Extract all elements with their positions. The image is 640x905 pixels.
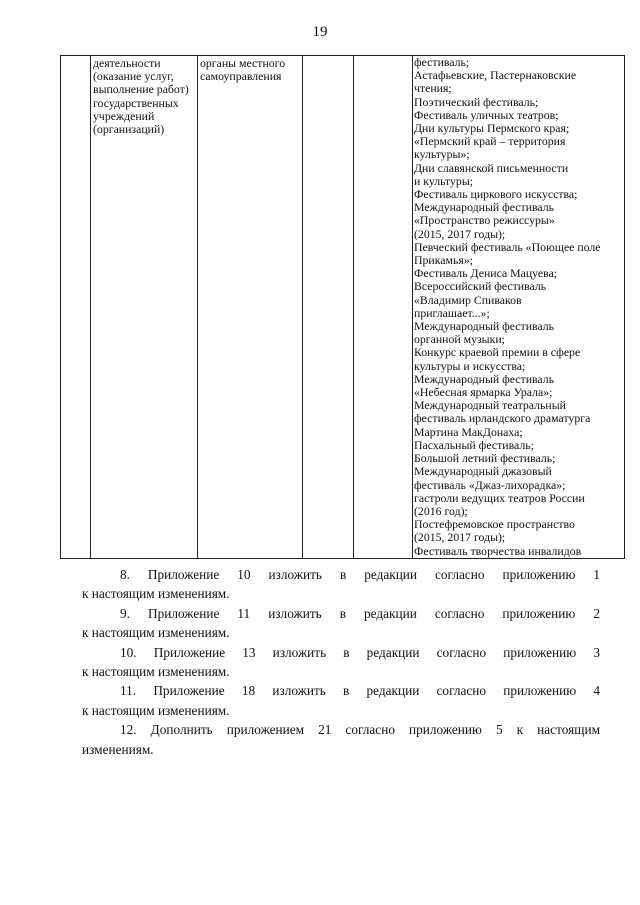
event-line: (2015, 2017 годы); (414, 530, 506, 545)
table-cell-events (413, 56, 625, 559)
continuation-table (60, 55, 625, 559)
event-line: Международный фестиваль (414, 200, 555, 215)
paragraph-line: к настоящим изменениям. (82, 664, 230, 680)
authority-line: органы местного (200, 56, 286, 70)
event-line: чтения; (414, 81, 452, 96)
authority-line: самоуправления (200, 69, 282, 84)
event-line: Астафьевские, Пастернаковские (414, 68, 577, 83)
event-line: гастроли ведущих театров России (414, 490, 585, 505)
table-cell-authority (198, 56, 303, 559)
event-line: Мартина МакДонаха; (414, 424, 523, 439)
event-line: и культуры; (414, 173, 474, 188)
activity-line: учреждений (93, 108, 155, 123)
event-line: Международный фестиваль (414, 319, 555, 334)
table-cell-activity (91, 56, 198, 559)
table-row (61, 56, 625, 559)
event-line: Дни славянской письменности (414, 160, 569, 175)
activity-line: (организаций) (93, 122, 165, 137)
event-line: Международный театральный (414, 398, 566, 413)
paragraph-line: 10. Приложение 13 изложить в редакции согласно приложению 3 (120, 644, 600, 660)
activity-line: государственных (93, 95, 179, 110)
event-line: Дни культуры Пермского края; (414, 121, 570, 136)
authority-text (198, 56, 302, 83)
event-line: Конкурс краевой премии в сфере (414, 345, 581, 360)
event-line: Фестиваль циркового искусства; (414, 187, 578, 202)
paragraph-line: изменениям. (82, 741, 154, 757)
event-line: Фестиваль творчества инвалидов (414, 543, 582, 558)
paragraph-line: 9. Приложение 11 изложить в редакции согласно приложению 2 (120, 605, 600, 621)
paragraph-line: 12. Дополнить приложением 21 согласно приложению 5 к настоящим (120, 722, 600, 738)
table-cell-empty-a (303, 56, 354, 559)
event-line: «Небесная ярмарка Урала»; (414, 385, 553, 400)
table-cell-empty-b (354, 56, 413, 559)
events-list (413, 56, 624, 558)
event-line: фестиваль; (414, 55, 470, 69)
paragraph-line: 11. Приложение 18 изложить в редакции согласно приложению 4 (120, 683, 600, 699)
amendment-paragraphs (82, 565, 600, 759)
paragraph-line: к настоящим изменениям. (82, 586, 230, 602)
event-line: Всероссийский фестиваль (414, 279, 547, 294)
event-line: Певческий фестиваль «Поющее поле (414, 239, 601, 254)
event-line: Прикамья»; (414, 253, 473, 268)
event-line: «Владимир Спиваков (414, 292, 522, 307)
event-line: фестиваль «Джаз-лихорадка»; (414, 477, 566, 492)
event-line: Фестиваль уличных театров; (414, 107, 559, 122)
event-line: (2015, 2017 годы); (414, 226, 506, 241)
event-line: фестиваль ирландского драматурга (414, 411, 591, 426)
event-line: «Пространство режиссуры» (414, 213, 555, 228)
event-line: органной музыки; (414, 332, 505, 347)
event-line: культуры и искусства; (414, 358, 526, 373)
event-line: Международный фестиваль (414, 371, 555, 386)
event-line: Поэтический фестиваль; (414, 94, 539, 109)
paragraph-line: к настоящим изменениям. (82, 702, 230, 718)
event-line: культуры»; (414, 147, 470, 162)
page-number: 19 (312, 24, 328, 40)
event-line: Пасхальный фестиваль; (414, 437, 534, 452)
paragraph-line: 8. Приложение 10 изложить в редакции согласно приложению 1 (120, 567, 600, 582)
event-line: (2016 год); (414, 503, 468, 518)
table-cell-number (61, 56, 91, 559)
paragraph-line: к настоящим изменениям. (82, 625, 230, 641)
activity-line: выполнение работ) (93, 82, 189, 97)
event-line: Постефремовское пространство (414, 517, 575, 532)
event-line: Международный джазовый (414, 464, 552, 479)
event-line: «Пермский край – территория (414, 134, 566, 149)
event-line: Фестиваль Дениса Мацуева; (414, 266, 558, 281)
event-line: Большой летний фестиваль; (414, 451, 556, 466)
activity-text (91, 56, 197, 136)
activity-line: деятельности (93, 56, 161, 70)
activity-line: (оказание услуг, (93, 69, 174, 84)
event-line: приглашает...»; (414, 305, 490, 320)
